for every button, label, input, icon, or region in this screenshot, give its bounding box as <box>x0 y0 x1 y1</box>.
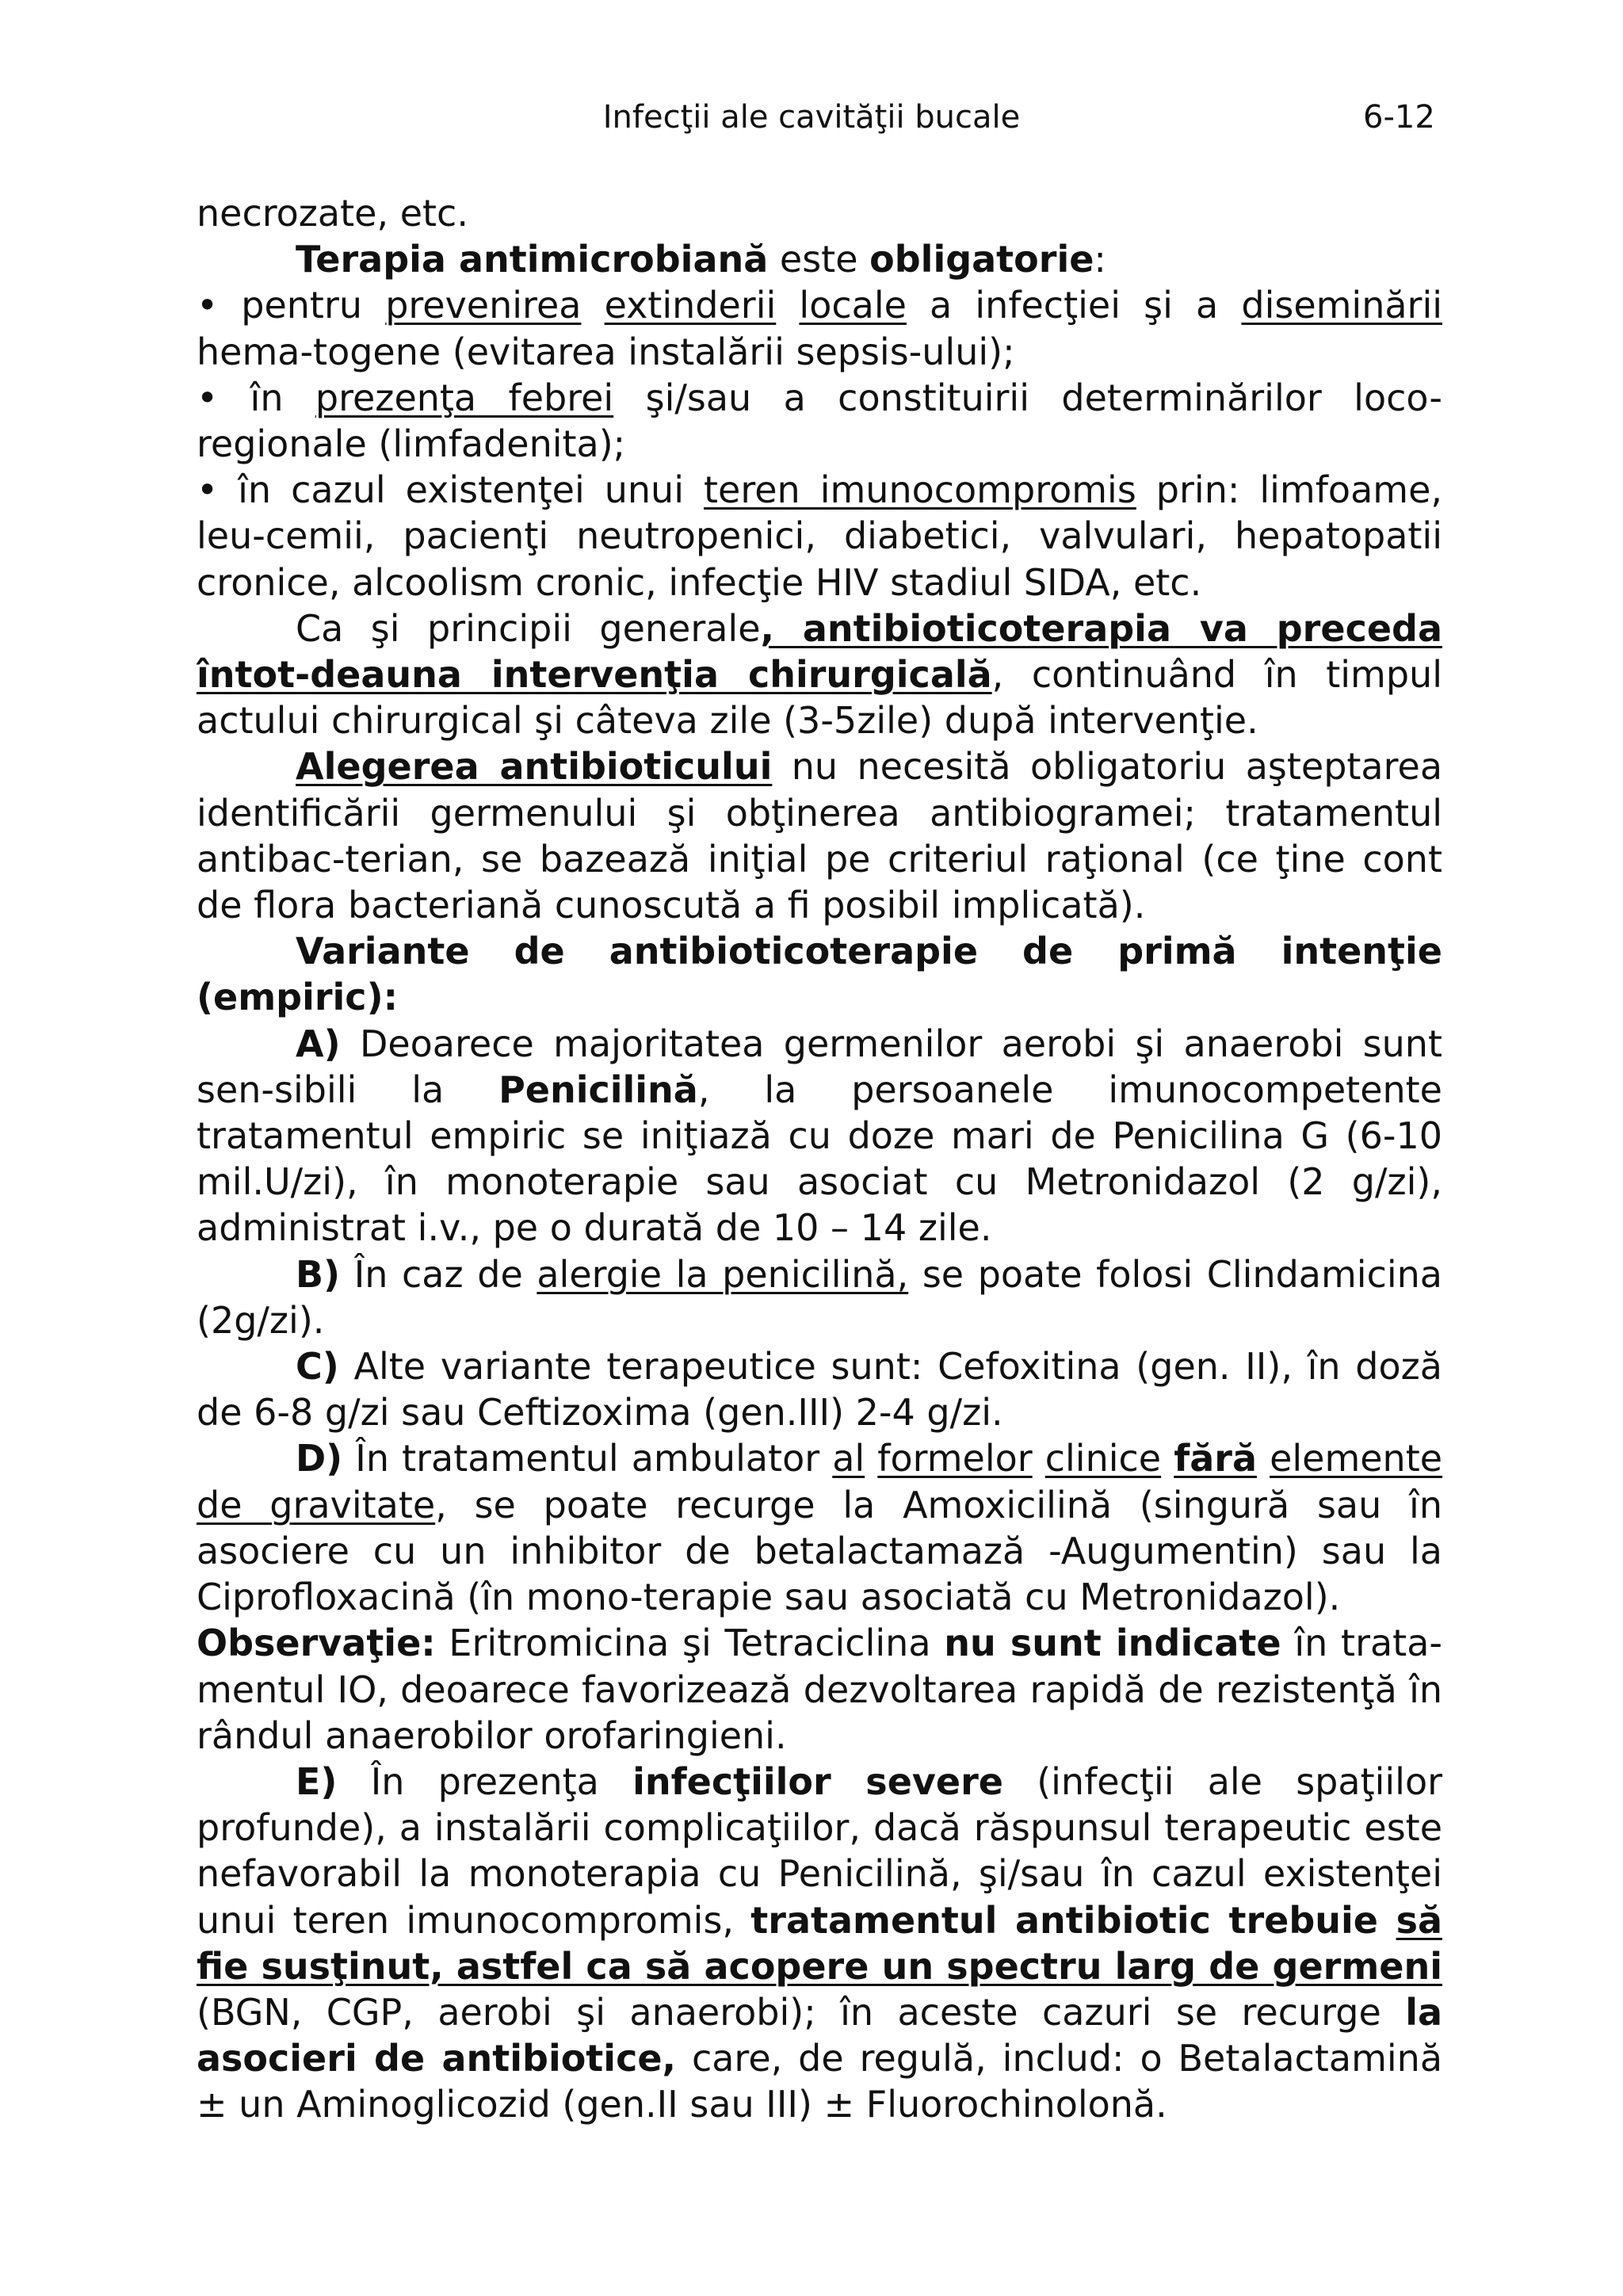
text-run: tratamentul antibiotic trebuie <box>750 1898 1396 1942</box>
text-run: D) <box>296 1437 343 1480</box>
text-run: (BGN, CGP, aerobi şi anaerobi); în aceste cazuri se recurge <box>197 1990 1406 2034</box>
text-run: formelor <box>877 1437 1033 1480</box>
text-run: Eritromicina şi Tetraciclina <box>435 1622 945 1665</box>
text-run: prevenirea <box>385 284 582 327</box>
text-run: • pentru <box>197 284 386 327</box>
paragraph <box>197 1620 1442 1759</box>
page-number: 6-12 <box>1363 99 1435 136</box>
text-run: să fie susţinut, astfel ca să acopere un spectru larg de germeni <box>197 1898 1442 1988</box>
text-run: hema-togene (evitarea instalării sepsis-ului); <box>197 330 1015 373</box>
text-run: E) <box>296 1759 338 1803</box>
paragraph <box>197 1021 1442 1251</box>
text-run: care, de regulă, includ: o Betalactamină ± un Aminoglicozid (gen.II sau III) ± Fluorochinolonă. <box>197 2037 1443 2126</box>
text-run: Penicilină <box>498 1068 698 1111</box>
text-run: infecţiilor severe <box>632 1759 1003 1803</box>
text-run: teren imunocompromis <box>704 468 1136 512</box>
text-run: Alegerea antibioticului <box>296 745 773 789</box>
body-text <box>197 190 1442 2128</box>
text-run: • în cazul existenţei unui <box>197 468 704 512</box>
bullet-item <box>197 375 1442 467</box>
text-run: : <box>1094 238 1106 281</box>
text-run: fără <box>1174 1437 1257 1480</box>
paragraph <box>197 1435 1442 1620</box>
text-run: În tratamentul ambulator <box>342 1437 833 1480</box>
text-run: Variante de antibioticoterapie de primă intenţie (empiric): <box>197 930 1442 1019</box>
text-run: prin: limfoame, leu-cemii, pacienţi neutropenici, diabetici, valvulari, hepatopatii cronice, alcoolism cronic, infecţie HIV stadiul SIDA, etc. <box>197 468 1442 604</box>
bullet-item <box>197 467 1442 606</box>
text-run: locale <box>799 284 907 327</box>
text-run: Terapia antimicrobiană <box>296 238 769 281</box>
text-run: În caz de <box>340 1252 537 1296</box>
text-run: prezenţa febrei <box>315 376 614 419</box>
paragraph <box>197 236 1442 282</box>
text-run <box>1033 1437 1045 1480</box>
paragraph <box>197 190 1442 236</box>
text-run: A) <box>296 1022 341 1065</box>
text-run: de gravitate <box>197 1483 436 1526</box>
text-run: şi/sau a constituirii determinărilor loco-regionale (limfadenita); <box>197 376 1442 466</box>
text-run: necrozate, etc. <box>197 192 468 235</box>
text-run: Ca şi principii generale <box>296 606 761 650</box>
text-run: este <box>768 238 870 281</box>
text-run: , continuând în timpul actului chirurgical şi câteva zile (3-5zile) după intervenţie. <box>197 653 1442 743</box>
text-run: în trata-mentul IO, deoarece favorizează dezvoltarea rapidă de rezistenţă în rândul anaerobilor orofaringieni. <box>197 1622 1442 1757</box>
text-run <box>581 284 604 327</box>
bullet-item <box>197 282 1442 374</box>
text-run <box>1257 1437 1270 1480</box>
text-run: extinderii <box>604 284 777 327</box>
paragraph <box>197 1759 1442 2128</box>
paragraph <box>197 1251 1442 1343</box>
text-run: diseminării <box>1241 284 1443 327</box>
text-run: Deoarece majoritatea germenilor aerobi şi anaerobi sunt sen-sibili la <box>197 1022 1442 1111</box>
text-run: , antibioticoterapia va preceda întot-deauna intervenţia chirurgicală <box>197 606 1442 697</box>
page-header <box>0 94 1623 141</box>
text-run: se poate folosi Clindamicina (2g/zi). <box>197 1252 1442 1342</box>
text-run: Observaţie: <box>197 1622 436 1665</box>
text-run: clinice <box>1044 1437 1162 1480</box>
text-run: Alte variante terapeutice sunt: Cefoxitina (gen. II), în doză de 6-8 g/zi sau Ceftizoxima (gen.III) 2-4 g/zi. <box>197 1345 1442 1435</box>
text-run: (infecţii ale spaţiilor profunde), a instalării complicaţiilor, dacă răspunsul terapeutic este nefavorabil la monoterapia cu Penicilină, şi/sau în cazul existenţei unui teren imunocompromis, <box>197 1759 1442 1942</box>
text-run: obligatorie <box>869 238 1094 281</box>
text-run: , se poate recurge la Amoxicilină (singură sau în asociere cu un inhibitor de betalactamază -Augumentin) sau la Ciprofloxacină (în mono-terapie sau asociată cu Metronidazol). <box>197 1483 1442 1619</box>
text-run: În prezenţa <box>337 1759 633 1803</box>
text-run: • în <box>197 376 315 419</box>
text-run: C) <box>296 1345 339 1389</box>
running-title: Infecţii ale cavităţii bucale <box>602 99 1021 136</box>
paragraph <box>197 606 1442 744</box>
text-run: alergie la penicilină, <box>537 1252 909 1296</box>
text-run: la asocieri de antibiotice, <box>197 1990 1442 2080</box>
text-run: a infecţiei şi a <box>906 284 1242 327</box>
text-run: al <box>832 1437 865 1480</box>
paragraph <box>197 743 1442 928</box>
text-run <box>865 1437 877 1480</box>
text-run: , la persoanele imunocompetente tratamentul empiric se iniţiază cu doze mari de Penicilina G (6-10 mil.U/zi), în monoterapie sau asociat cu Metronidazol (2 g/zi), administrat i.v., pe o durată de 10 – 14 zile. <box>197 1068 1442 1250</box>
text-run <box>776 284 799 327</box>
text-run: B) <box>296 1252 341 1296</box>
paragraph <box>197 1343 1442 1435</box>
text-run: elemente <box>1270 1437 1443 1480</box>
text-run: nu necesită obligatoriu aşteptarea identificării germenului şi obţinerea antibiogramei; tratamentul antibac-terian, se bazează iniţial pe criteriul raţional (ce ţine cont de flora bacteriană cunoscută a fi posibil implicată). <box>197 745 1443 927</box>
text-run: nu sunt indicate <box>944 1622 1281 1665</box>
text-run <box>1161 1437 1174 1480</box>
section-heading <box>197 928 1442 1020</box>
